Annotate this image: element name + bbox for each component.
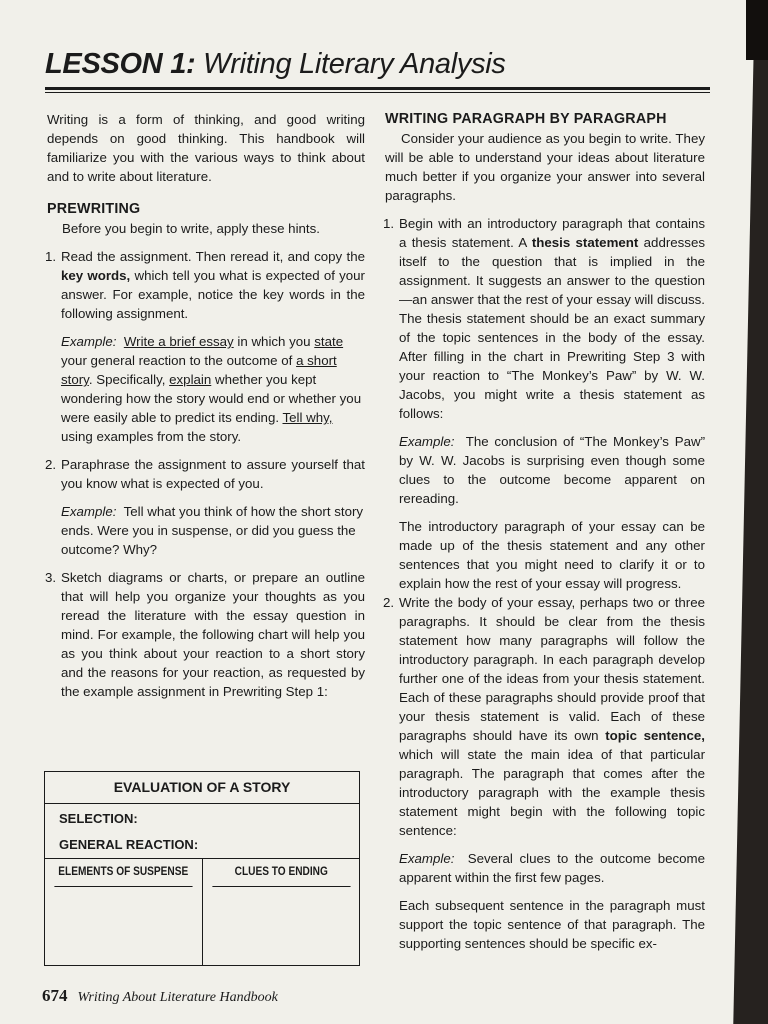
paragraph-heading: WRITING PARAGRAPH BY PARAGRAPH: [385, 111, 667, 127]
example-label: Example:: [399, 434, 455, 449]
prewriting-lead: Before you begin to write, apply these hints.: [62, 221, 320, 236]
audience-paragraph: Consider your audience as you begin to write. They will be able to understand your ideas about literature much better if you organize your answer into several paragraphs.: [385, 131, 705, 203]
book-title: Writing About Literature Handbook: [77, 990, 278, 1005]
chart-column-suspense: [45, 859, 203, 965]
step-text-before: Read the assignment. Then reread it, and copy the: [61, 249, 365, 264]
right-column: [385, 110, 705, 953]
left-column: [47, 110, 365, 701]
step-number: 2.: [45, 457, 57, 472]
lesson-title-text: Writing Literary Analysis: [203, 48, 506, 80]
example-text: using examples from the story.: [61, 429, 242, 444]
key-word-underlined: Write a brief essay: [123, 334, 234, 349]
title-rule-thick: [45, 87, 710, 90]
lesson-title: [45, 48, 506, 81]
example-text: in which you: [233, 334, 315, 349]
step-bold-term: topic sentence,: [605, 728, 705, 743]
page-footer: [42, 986, 278, 1006]
introductory-paragraph-note: The introductory paragraph of your essay can be made up of the thesis statement and any other sentences that you might need to clarify it or to explain how the rest of your essay will progress.: [399, 519, 705, 591]
prewriting-list: [47, 247, 365, 701]
step-number: 2.: [383, 595, 395, 610]
example-topic-sentence: [399, 849, 705, 887]
example-text: The conclusion of “The Monkey’s Paw” by W. W. Jacobs is surprising even though some clues to the outcome become apparent on rereading.: [399, 434, 705, 506]
example-text: Tell what you think of how the short story ends. Were you in suspense, or did you guess the outcome? Why?: [61, 504, 364, 557]
key-word-underlined: a short story: [61, 353, 337, 387]
prewriting-step-1: [47, 247, 365, 323]
example-text: Several clues to the outcome become apparent within the first few pages.: [399, 851, 706, 885]
chart-column-header: ELEMENTS OF SUSPENSE: [54, 859, 192, 887]
example-paraphrase: [47, 502, 365, 559]
paragraph-step-2: [385, 593, 705, 953]
prewriting-heading: PREWRITING: [47, 201, 141, 217]
supporting-sentences-note: Each subsequent sentence in the paragraph must support the topic sentence of that paragraph. The supporting sentences should be specific ex-: [399, 898, 705, 951]
intro-paragraph: Writing is a form of thinking, and good writing depends on good thinking. This handbook will familiarize you with the various ways to think about and to write about literature.: [47, 112, 365, 184]
step-text-before: Begin with an introductory paragraph that contains a thesis statement. A: [399, 216, 705, 250]
step-text: Paraphrase the assignment to assure yourself that you know what is expected of you.: [61, 457, 365, 491]
key-word-underlined: state: [314, 334, 344, 349]
evaluation-chart: [44, 771, 360, 966]
example-label: Example:: [399, 851, 455, 866]
example-text: your general reaction to the outcome of: [61, 353, 297, 368]
step-text-after: which will state the main idea of that particular paragraph. The paragraph that comes after the introductory paragraph with the example thesis statement might begin with the following topic sentence:: [399, 747, 705, 838]
paragraph-step-1: [385, 214, 705, 593]
prewriting-step-2: [47, 455, 365, 493]
key-word-underlined: explain: [169, 372, 212, 387]
step-text-before: Write the body of your essay, perhaps two or three paragraphs. It should be clear from the thesis statement how many paragraphs will follow the introductory paragraph. In each paragraph develop further one of the ideas from your thesis statement. Each of these paragraphs should provide proof that your thesis statement is valid. Each of these paragraphs should have its own: [399, 595, 705, 743]
example-label: Example:: [61, 504, 117, 519]
chart-column-clues: [203, 859, 360, 965]
chart-column-header: CLUES TO ENDING: [212, 859, 350, 887]
step-number: 3.: [45, 570, 57, 585]
step-text-after: addresses itself to the question that is implied in the assignment. It suggests an answer to the question—an answer that the rest of your essay will discuss. The thesis statement should be an exact summary of the topic sentences in the body of the essay. After filling in the chart in Prewriting Step 3 with your reaction to “The Monkey’s Paw” by W. W. Jacobs, you might write a thesis statement as follows:: [399, 235, 706, 421]
step-bold-term: thesis statement: [531, 235, 639, 250]
step-number: 1.: [383, 216, 395, 231]
step-text: Sketch diagrams or charts, or prepare an outline that will help you organize your thoughts as you reread the literature with the essay question in mind. For example, the following chart will help you as you think about your reaction to a short story and the reasons for your reaction, as requested by the example assignment in Prewriting Step 1:: [61, 570, 365, 699]
page-edge-shadow: [733, 0, 768, 1024]
step-text-after: which tell you what is expected of your answer. For example, notice the key words in the following assignment.: [61, 268, 365, 321]
example-label: Example:: [61, 334, 117, 349]
step-bold-term: key words,: [61, 268, 131, 283]
page-corner-shadow: [746, 0, 768, 60]
page-number: 674: [42, 986, 68, 1005]
lesson-number: LESSON 1:: [45, 48, 196, 80]
example-assignment: [47, 332, 365, 446]
chart-title: EVALUATION OF A STORY: [45, 772, 359, 804]
chart-general-reaction-label: GENERAL REACTION:: [45, 832, 359, 859]
example-thesis: [399, 432, 705, 508]
title-rule-thin: [45, 92, 710, 93]
prewriting-step-3: [47, 568, 365, 701]
chart-selection-label: SELECTION:: [59, 811, 138, 826]
example-text: . Specifically,: [88, 372, 170, 387]
chart-grid: [45, 859, 359, 965]
step-number: 1.: [45, 249, 57, 264]
key-word-underlined: Tell why,: [282, 410, 333, 425]
example-text: whether you kept wondering how the story would end or whether you were easily able to predict its ending.: [61, 372, 362, 425]
paragraph-list: [385, 214, 705, 953]
